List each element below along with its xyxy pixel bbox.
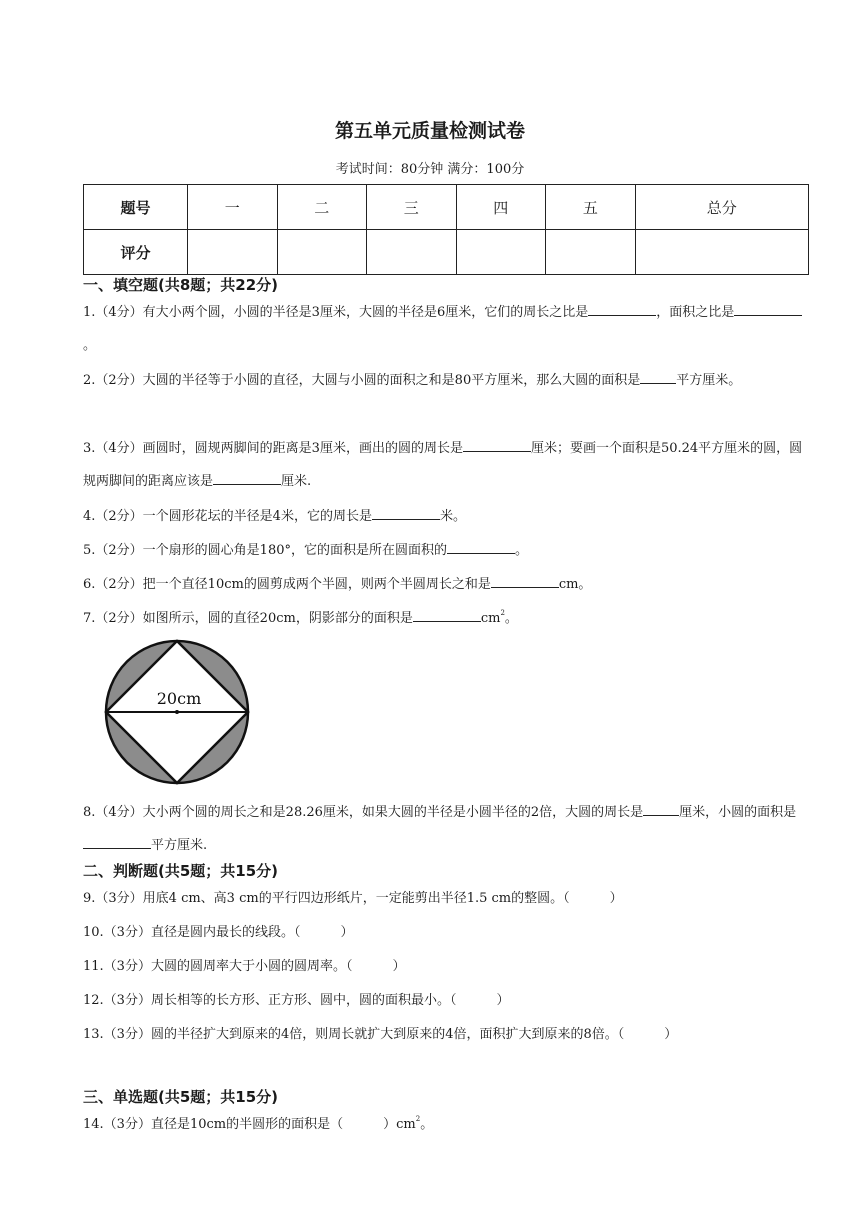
question-text: cm [480, 611, 501, 626]
question-text: 厘米. [281, 474, 312, 489]
question-11 [83, 950, 811, 983]
question-text: 5.（2分）一个扇形的圆心角是180°，它的面积是所在圆面积的 [83, 543, 447, 558]
score-cell-header: 三 [367, 185, 457, 230]
question-7 [83, 602, 811, 635]
question-text: 厘米，小圆的面积是 [679, 805, 797, 820]
answer-blank[interactable] [491, 573, 559, 588]
superscript: 2 [500, 609, 505, 617]
question-text: 。 [420, 1117, 434, 1132]
question-text: ，面积之比是 [656, 305, 735, 320]
circle-square-figure [104, 638, 254, 786]
score-cell-empty [277, 230, 367, 275]
question-text: 米。 [439, 509, 466, 524]
question-text: 7.（2分）如图所示，圆的直径20cm，阴影部分的面积是 [83, 611, 413, 626]
question-9 [83, 882, 811, 915]
question-text: 。 [504, 611, 518, 626]
question-text: ） [340, 925, 354, 940]
question-1 [83, 296, 811, 362]
answer-blank[interactable] [213, 470, 281, 485]
question-13 [83, 1018, 811, 1051]
question-text: 6.（2分）把一个直径10cm的圆剪成两个半圆，则两个半圆周长之和是 [83, 577, 491, 592]
answer-blank[interactable] [372, 505, 440, 520]
question-10 [83, 916, 811, 949]
score-cell-label: 题号 [84, 185, 188, 230]
question-text: 。 [83, 338, 97, 353]
score-cell-header: 四 [456, 185, 546, 230]
score-cell-empty [635, 230, 808, 275]
question-text: 4.（2分）一个圆形花坛的半径是4米，它的周长是 [83, 509, 372, 524]
answer-blank[interactable] [643, 801, 679, 816]
question-text: ） [664, 1027, 678, 1042]
answer-blank[interactable] [463, 437, 531, 452]
question-text: 9.（3分）用底4 cm、高3 cm的平行四边形纸片，一定能剪出半径1.5 cm的整圆。（ [83, 891, 570, 906]
question-text: 厘米；要画一个面积是50.24平方厘米的圆，圆规两脚间的距离应该是 [83, 441, 803, 489]
section-heading-fill-blank: 一、填空题(共8题；共22分) [83, 276, 279, 294]
superscript: 2 [415, 1115, 421, 1123]
exam-subtitle: 考试时间：80分钟 满分：100分 [335, 162, 525, 177]
question-text: 12.（3分）周长相等的长方形、正方形、圆中，圆的面积最小。（ [83, 993, 457, 1008]
question-6 [83, 568, 811, 601]
score-table-header-row [84, 185, 809, 230]
answer-blank[interactable] [83, 834, 151, 849]
question-text: cm。 [558, 577, 592, 592]
question-text: 14.（3分）直径是10cm的半圆形的面积是（ [83, 1117, 344, 1132]
score-cell-empty [367, 230, 457, 275]
score-table-score-row [84, 230, 809, 275]
score-cell-header: 总分 [635, 185, 808, 230]
exam-title: 第五单元质量检测试卷 [334, 120, 525, 142]
score-cell-header: 五 [546, 185, 636, 230]
question-text: 11.（3分）大圆的圆周率大于小圆的圆周率。（ [83, 959, 353, 974]
answer-blank[interactable] [588, 301, 656, 316]
question-5 [83, 534, 811, 567]
score-cell-header: 一 [188, 185, 278, 230]
section-heading-true-false: 二、判断题(共5题；共15分) [83, 862, 279, 880]
answer-blank[interactable] [413, 607, 481, 622]
question-3 [83, 432, 811, 498]
score-cell-empty [188, 230, 278, 275]
diameter-label: 20cm [156, 689, 202, 708]
question-2 [83, 364, 811, 397]
center-dot [175, 710, 179, 714]
answer-blank[interactable] [640, 369, 676, 384]
question-text: 平方厘米. [151, 838, 208, 853]
question-8 [83, 796, 811, 862]
answer-blank[interactable] [447, 539, 515, 554]
question-text: 10.（3分）直径是圆内最长的线段。（ [83, 925, 301, 940]
score-cell-empty [546, 230, 636, 275]
question-14 [83, 1108, 811, 1141]
question-12 [83, 984, 811, 1017]
question-text: 2.（2分）大圆的半径等于小圆的直径，大圆与小圆的面积之和是80平方厘米，那么大圆的面积是 [83, 373, 641, 388]
score-table [83, 184, 809, 275]
question-text: 13.（3分）圆的半径扩大到原来的4倍，则周长就扩大到原来的4倍，面积扩大到原来的8倍。（ [83, 1027, 625, 1042]
question-text: 3.（4分）画圆时，圆规两脚间的距离是3厘米，画出的圆的周长是 [83, 441, 463, 456]
question-text: 1.（4分）有大小两个圆，小圆的半径是3厘米，大圆的半径是6厘米，它们的周长之比是 [83, 305, 589, 320]
question-4 [83, 500, 811, 533]
score-cell-header: 二 [277, 185, 367, 230]
question-text: 8.（4分）大小两个圆的周长之和是28.26厘米，如果大圆的半径是小圆半径的2倍，大圆的周长是 [83, 805, 644, 820]
answer-blank[interactable] [734, 301, 802, 316]
question-text: 平方厘米。 [676, 373, 742, 388]
section-heading-single-choice: 三、单选题(共5题；共15分) [83, 1088, 279, 1106]
question-text: ）cm [383, 1117, 416, 1132]
question-text: 。 [515, 543, 529, 558]
question-text: ） [392, 959, 406, 974]
score-cell-empty [456, 230, 546, 275]
question-text: ） [609, 891, 623, 906]
score-cell-label: 评分 [84, 230, 188, 275]
question-text: ） [496, 993, 510, 1008]
